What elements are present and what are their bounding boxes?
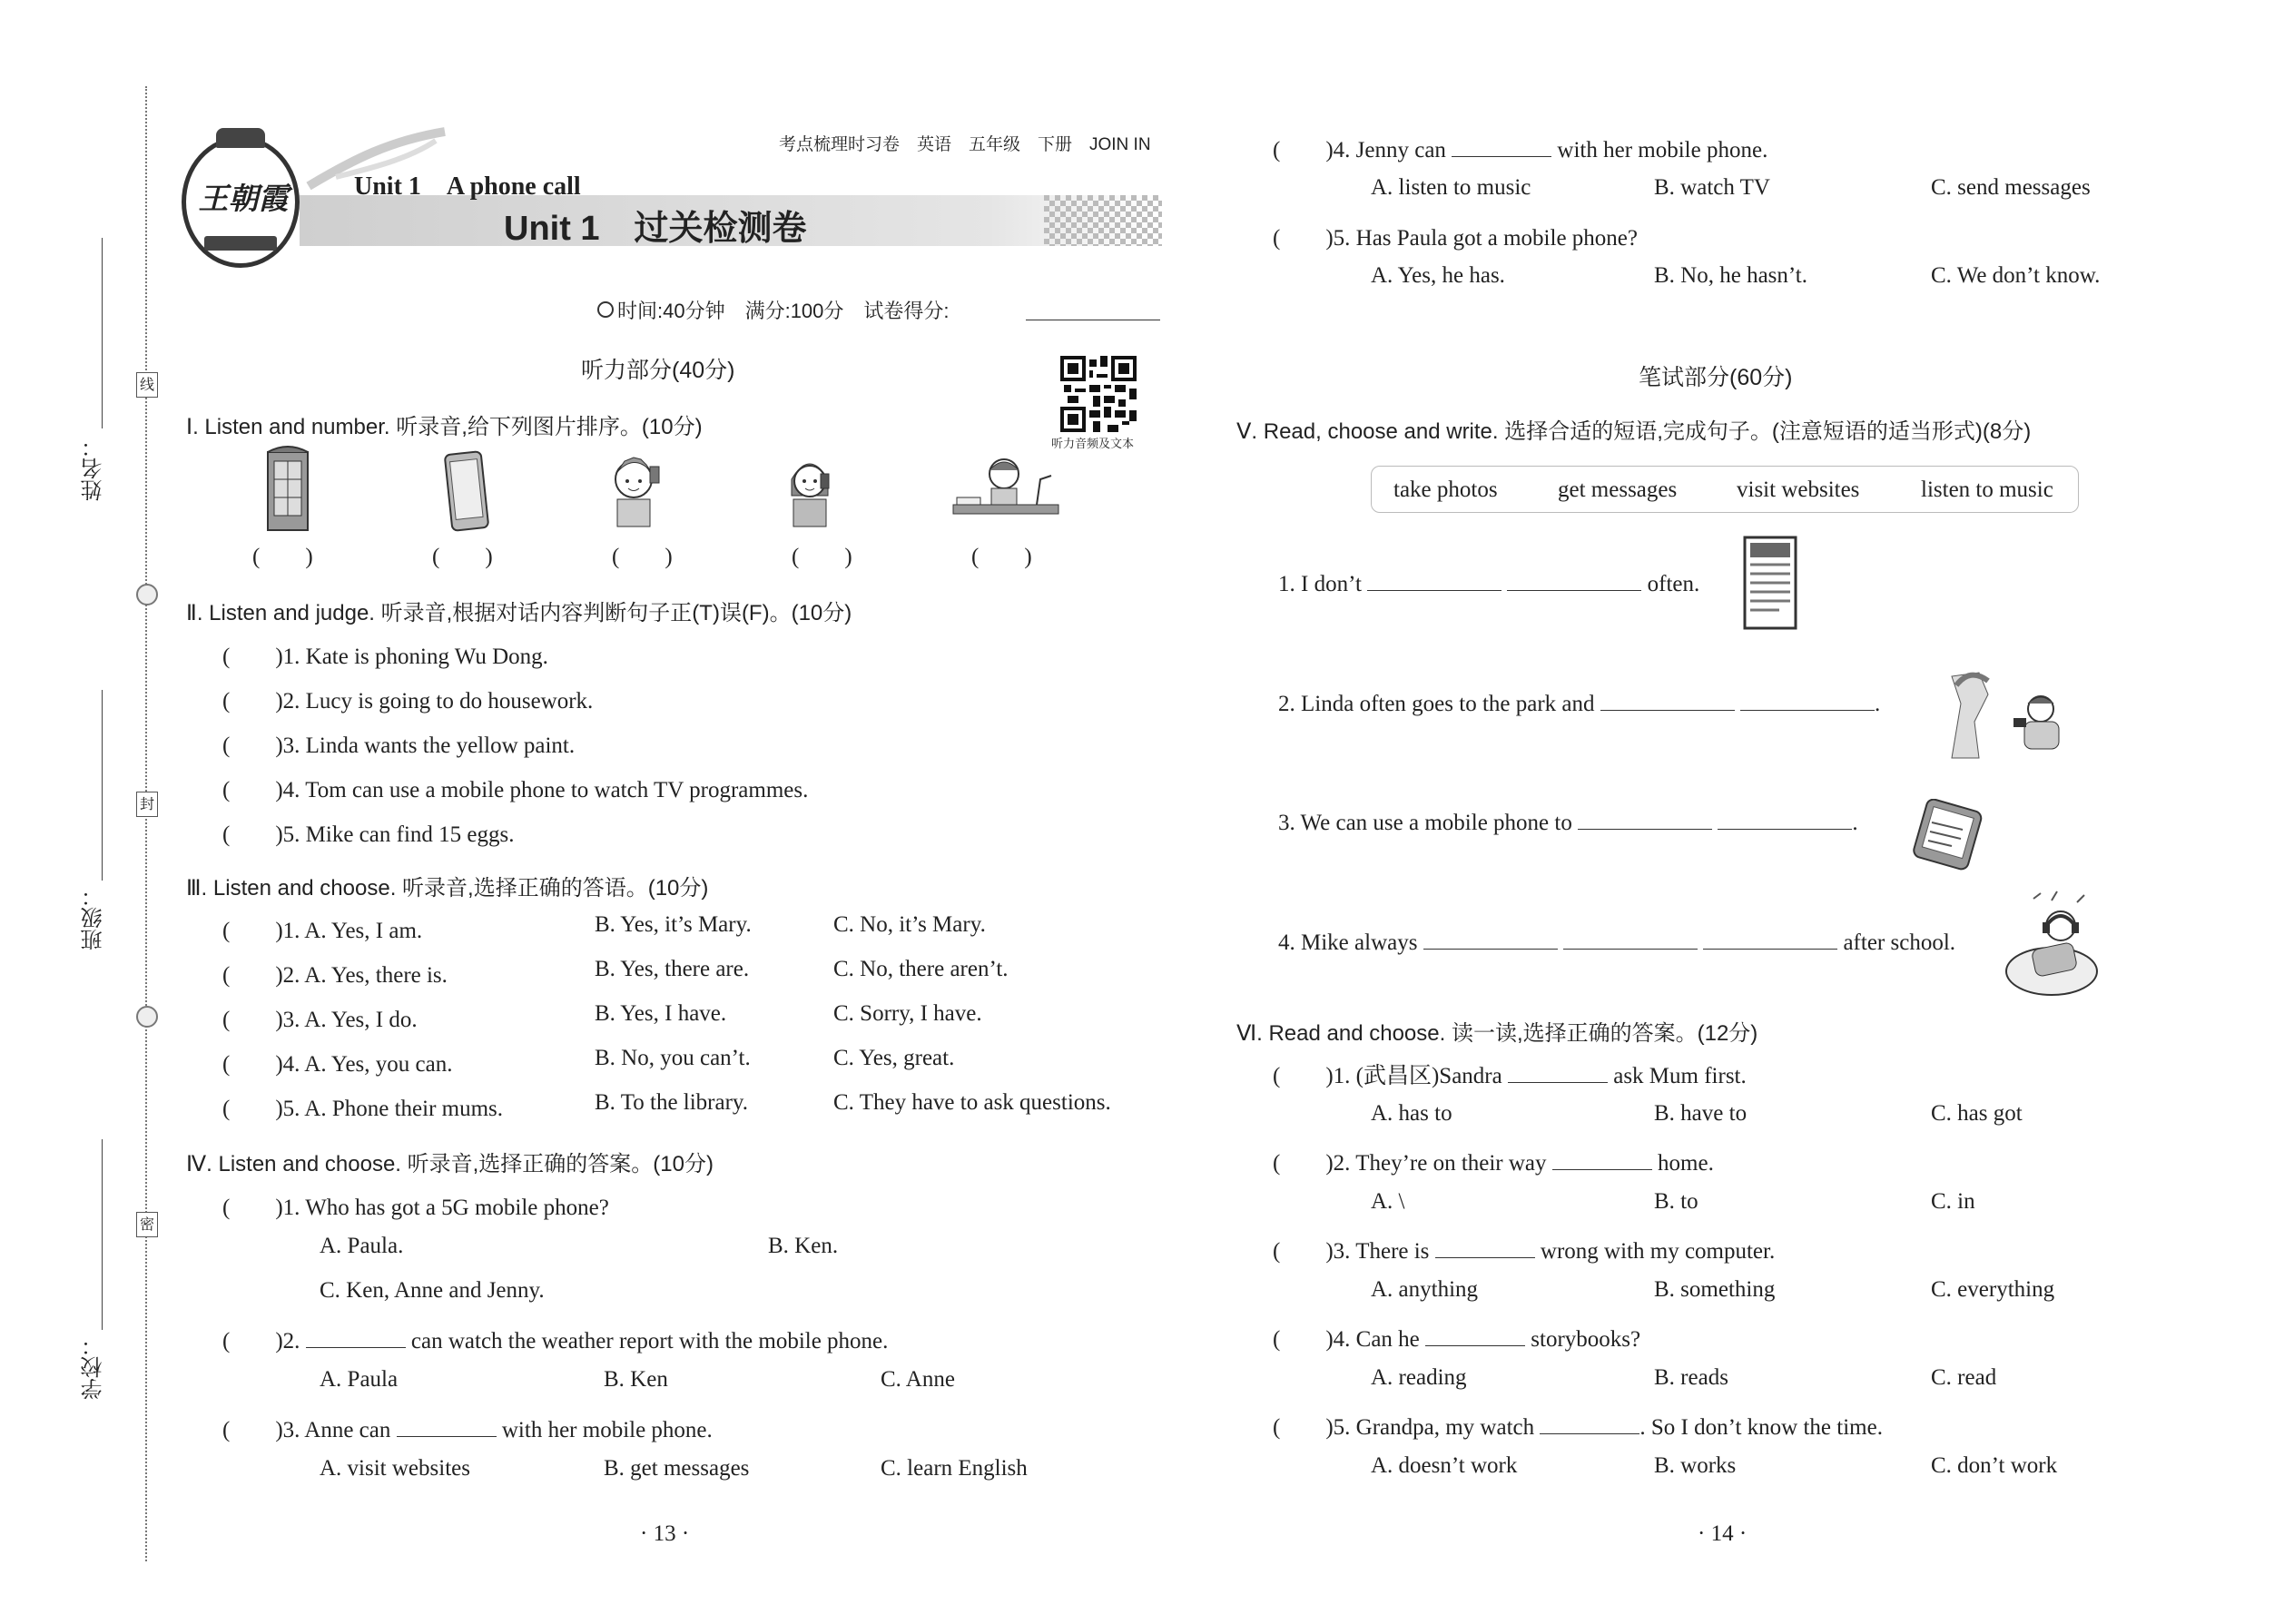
logo-bottom-band [204, 236, 277, 251]
s4-q5-option-a[interactable]: A. Yes, he has. [1371, 263, 1505, 288]
s5-sentence-1[interactable] [1278, 572, 1699, 597]
s6-q4-prefix: ( )4. Can he [1273, 1327, 1420, 1352]
s6-q2-prefix: ( )2. They’re on their way [1273, 1151, 1547, 1176]
s5-sentence-3[interactable] [1278, 811, 1858, 836]
s6-q2-option-b[interactable]: B. to [1654, 1189, 1698, 1214]
s4-question-4[interactable] [1273, 132, 1767, 164]
s6-q5-option-a[interactable]: A. doesn’t work [1371, 1453, 1518, 1478]
s4-question-3[interactable] [222, 1412, 713, 1444]
s4-q3-suffix: with her mobile phone. [501, 1418, 713, 1442]
s5-s4-blank-1[interactable] [1423, 948, 1558, 950]
mobile-phone-icon [443, 449, 494, 533]
s3-item-4-option-b[interactable]: B. No, you can’t. [595, 1046, 751, 1070]
s5-s4-suffix: after school. [1843, 930, 1956, 955]
s6-q1-option-b[interactable]: B. have to [1654, 1101, 1748, 1126]
page-title: Unit 1 过关检测卷 [504, 210, 807, 248]
exam-info: 时间:40分钟 满分:100分 试卷得分: [617, 300, 950, 322]
s6-q4-option-b[interactable]: B. reads [1654, 1365, 1728, 1390]
s5-s2-blank-2[interactable] [1740, 709, 1875, 711]
s4-q4-suffix: with her mobile phone. [1557, 138, 1768, 162]
s3-item-3-option-b[interactable]: B. Yes, I have. [595, 1001, 727, 1026]
s5-s3-prefix: 3. We can use a mobile phone to [1278, 811, 1572, 835]
s5-s1-suffix: often. [1647, 572, 1700, 596]
answer-box-5[interactable]: ( ) [971, 545, 1032, 569]
s3-item-1-option-b[interactable]: B. Yes, it’s Mary. [595, 912, 752, 937]
name-field[interactable] [102, 238, 103, 428]
s6-q1-blank[interactable] [1508, 1081, 1608, 1083]
s3-item-5-option-b[interactable]: B. To the library. [595, 1090, 749, 1115]
qr-code[interactable] [1060, 356, 1137, 432]
s2-item-2[interactable]: ( )2. Lucy is going to do housework. [222, 689, 594, 714]
logo-badge [182, 136, 300, 268]
phrase-1: take photos [1393, 477, 1498, 502]
s4-q3-option-a[interactable]: A. visit websites [320, 1456, 470, 1481]
s5-s1-blank-1[interactable] [1367, 589, 1501, 591]
s4-q4-option-c[interactable]: C. send messages [1931, 175, 2091, 200]
binding-ornament-icon [136, 584, 158, 605]
binding-ornament-icon [136, 1006, 158, 1028]
s3-item-5[interactable]: ( )5. A. Phone their mums. [222, 1097, 504, 1121]
boy-with-phone-icon [606, 454, 665, 528]
s4-q4-option-b[interactable]: B. watch TV [1654, 175, 1770, 200]
s3-item-2[interactable]: ( )2. A. Yes, there is. [222, 963, 448, 988]
s5-s2-blank-1[interactable] [1600, 709, 1735, 711]
binding-dotted-line [145, 86, 147, 1561]
writing-heading: 笔试部分(60分) [1639, 365, 1793, 390]
s6-question-5[interactable] [1273, 1409, 1883, 1442]
s6-q4-blank[interactable] [1425, 1344, 1525, 1346]
s4-q4-option-a[interactable]: A. listen to music [1371, 175, 1531, 200]
section-4-heading: Ⅳ. Listen and choose. 听录音,选择正确的答案。(10分) [186, 1152, 714, 1176]
unit-subtitle: Unit 1 A phone call [354, 172, 581, 201]
s3-item-2-option-b[interactable]: B. Yes, there are. [595, 957, 750, 981]
s4-q2-option-b[interactable]: B. Ken [604, 1367, 668, 1392]
binding-mark-line: 线 [136, 372, 158, 398]
s4-q1-option-a[interactable]: A. Paula. [320, 1234, 404, 1258]
s6-question-2[interactable] [1273, 1145, 1714, 1177]
section-3-heading: Ⅲ. Listen and choose. 听录音,选择正确的答语。(10分) [186, 876, 709, 901]
s6-q1-prefix: ( )1. (武昌区)Sandra [1273, 1064, 1502, 1088]
boy-at-desk-icon [950, 452, 1062, 528]
s4-q3-option-c[interactable]: C. learn English [881, 1456, 1028, 1481]
s6-q4-option-c[interactable]: C. read [1931, 1365, 1997, 1390]
s6-q3-blank[interactable] [1435, 1256, 1535, 1258]
phrase-4: listen to music [1921, 477, 2053, 502]
s6-q1-option-a[interactable]: A. has to [1371, 1101, 1452, 1126]
s6-q5-option-c[interactable]: C. don’t work [1931, 1453, 2058, 1478]
logo-crown-icon [216, 128, 265, 148]
listening-heading: 听力部分(40分) [581, 358, 735, 383]
s6-q2-option-a[interactable]: A. \ [1371, 1189, 1405, 1214]
section-6-heading: Ⅵ. Read and choose. 读一读,选择正确的答案。(12分) [1236, 1021, 1758, 1046]
s4-question-1[interactable]: ( )1. Who has got a 5G mobile phone? [222, 1196, 609, 1220]
s6-q3-option-c[interactable]: C. everything [1931, 1277, 2055, 1302]
s3-item-3-option-c[interactable]: C. Sorry, I have. [833, 1001, 982, 1026]
s3-item-4-option-c[interactable]: C. Yes, great. [833, 1046, 955, 1070]
phone-message-icon [1906, 799, 1990, 871]
s6-q5-blank[interactable] [1540, 1432, 1639, 1434]
logo-text: 王朝霞 [198, 183, 289, 216]
s4-q3-blank[interactable] [397, 1435, 497, 1437]
s5-s2-period: . [1875, 692, 1881, 716]
s6-q2-suffix: home. [1658, 1151, 1714, 1176]
s5-sentence-2[interactable] [1278, 692, 1880, 717]
answer-box-3[interactable]: ( ) [612, 545, 673, 569]
section-1-heading: Ⅰ. Listen and number. 听录音,给下列图片排序。(10分) [186, 415, 703, 439]
s4-q2-blank[interactable] [306, 1346, 406, 1348]
s5-s4-prefix: 4. Mike always [1278, 930, 1418, 955]
s3-item-1[interactable]: ( )1. A. Yes, I am. [222, 919, 423, 943]
s6-question-4[interactable] [1273, 1321, 1640, 1353]
s6-q3-prefix: ( )3. There is [1273, 1239, 1430, 1264]
s6-q1-suffix: ask Mum first. [1613, 1064, 1747, 1088]
s6-q3-option-b[interactable]: B. something [1654, 1277, 1776, 1302]
s6-q2-blank[interactable] [1552, 1168, 1652, 1170]
binding-mark-seal: 封 [136, 792, 158, 817]
s2-item-4[interactable]: ( )4. Tom can use a mobile phone to watch TV programmes. [222, 778, 809, 802]
s4-question-5[interactable]: ( )5. Has Paula got a mobile phone? [1273, 226, 1638, 251]
s2-item-1[interactable]: ( )1. Kate is phoning Wu Dong. [222, 645, 548, 669]
s3-item-1-option-c[interactable]: C. No, it’s Mary. [833, 912, 986, 937]
s6-q4-suffix: storybooks? [1531, 1327, 1641, 1352]
qr-caption: 听力音频及文本 [1051, 437, 1135, 450]
s4-q4-prefix: ( )4. Jenny can [1273, 138, 1446, 162]
left-page-number: · 13 · [640, 1521, 690, 1546]
boy-listening-music-icon [1997, 890, 2106, 1003]
s5-s3-period: . [1852, 811, 1858, 835]
s4-q3-option-b[interactable]: B. get messages [604, 1456, 750, 1481]
s2-item-5[interactable]: ( )5. Mike can find 15 eggs. [222, 822, 515, 847]
answer-box-4[interactable]: ( ) [792, 545, 852, 569]
s5-s1-prefix: 1. I don’t [1278, 572, 1362, 596]
s3-item-5-option-c[interactable]: C. They have to ask questions. [833, 1090, 1111, 1115]
header-meta: 考点梳理时习卷 英语 五年级 下册 JOIN IN [779, 135, 1151, 154]
phrase-3: visit websites [1737, 477, 1860, 502]
phrase-2: get messages [1558, 477, 1678, 502]
s6-q3-option-a[interactable]: A. anything [1371, 1277, 1479, 1302]
s3-item-2-option-c[interactable]: C. No, there aren’t. [833, 957, 1009, 981]
s4-q1-option-c[interactable]: C. Ken, Anne and Jenny. [320, 1278, 545, 1303]
answer-box-2[interactable]: ( ) [432, 545, 493, 569]
girl-on-phone-icon [783, 452, 841, 528]
name-label: 姓名： [82, 436, 106, 501]
s5-s4-blank-2[interactable] [1563, 948, 1698, 950]
s6-question-1[interactable] [1273, 1058, 1747, 1090]
s6-q5-prefix: ( )5. Grandpa, my watch [1273, 1415, 1535, 1440]
s4-q2-option-c[interactable]: C. Anne [881, 1367, 955, 1392]
s5-s4-blank-3[interactable] [1703, 948, 1837, 950]
s4-q3-prefix: ( )3. Anne can [222, 1418, 391, 1442]
binding-mark-secret: 密 [136, 1212, 158, 1237]
s5-s1-blank-2[interactable] [1507, 589, 1641, 591]
s6-q5-suffix: . So I don’t know the time. [1639, 1415, 1883, 1440]
s4-q4-blank[interactable] [1452, 155, 1551, 157]
s2-item-3[interactable]: ( )3. Linda wants the yellow paint. [222, 733, 576, 758]
s6-q3-suffix: wrong with my computer. [1540, 1239, 1776, 1264]
s5-sentence-4[interactable] [1278, 930, 1955, 956]
s4-q2-option-a[interactable]: A. Paula [320, 1367, 399, 1392]
s6-question-3[interactable] [1273, 1233, 1775, 1265]
phone-booth-icon [266, 445, 310, 532]
s4-q2-suffix: can watch the weather report with the mobile phone. [410, 1329, 889, 1353]
s6-q5-option-b[interactable]: B. works [1654, 1453, 1737, 1478]
s6-q1-option-c[interactable]: C. has got [1931, 1101, 2023, 1126]
s4-q2-prefix: ( )2. [222, 1329, 300, 1353]
s6-q4-option-a[interactable]: A. reading [1371, 1365, 1467, 1390]
s4-question-2[interactable] [222, 1323, 888, 1355]
s5-s2-prefix: 2. Linda often goes to the park and [1278, 692, 1595, 716]
s5-s3-blank-2[interactable] [1718, 828, 1852, 830]
s4-q1-option-b[interactable]: B. Ken. [768, 1234, 839, 1258]
class-field[interactable] [102, 690, 103, 881]
section-5-heading: Ⅴ. Read, choose and write. 选择合适的短语,完成句子。(注意短语的适当形式)(8分) [1236, 419, 2032, 444]
s4-q5-option-b[interactable]: B. No, he hasn’t. [1654, 263, 1807, 288]
school-field[interactable] [102, 1139, 103, 1330]
checker-pattern [1044, 195, 1162, 246]
school-label: 学校： [82, 1334, 106, 1400]
s3-item-3[interactable]: ( )3. A. Yes, I do. [222, 1008, 418, 1032]
clock-icon [597, 301, 614, 318]
right-page-number: · 14 · [1698, 1521, 1748, 1546]
s4-q5-option-c[interactable]: C. We don’t know. [1931, 263, 2101, 288]
website-screen-icon [1743, 536, 1797, 630]
s5-s3-blank-1[interactable] [1578, 828, 1712, 830]
s3-item-4[interactable]: ( )4. A. Yes, you can. [222, 1052, 453, 1077]
s6-q2-option-c[interactable]: C. in [1931, 1189, 1975, 1214]
class-label: 班级： [82, 885, 106, 950]
section-2-heading: Ⅱ. Listen and judge. 听录音,根据对话内容判断句子正(T)误(F)。(10分) [186, 601, 852, 625]
girl-taking-photos-icon [1934, 667, 2079, 763]
answer-box-1[interactable]: ( ) [252, 545, 313, 569]
